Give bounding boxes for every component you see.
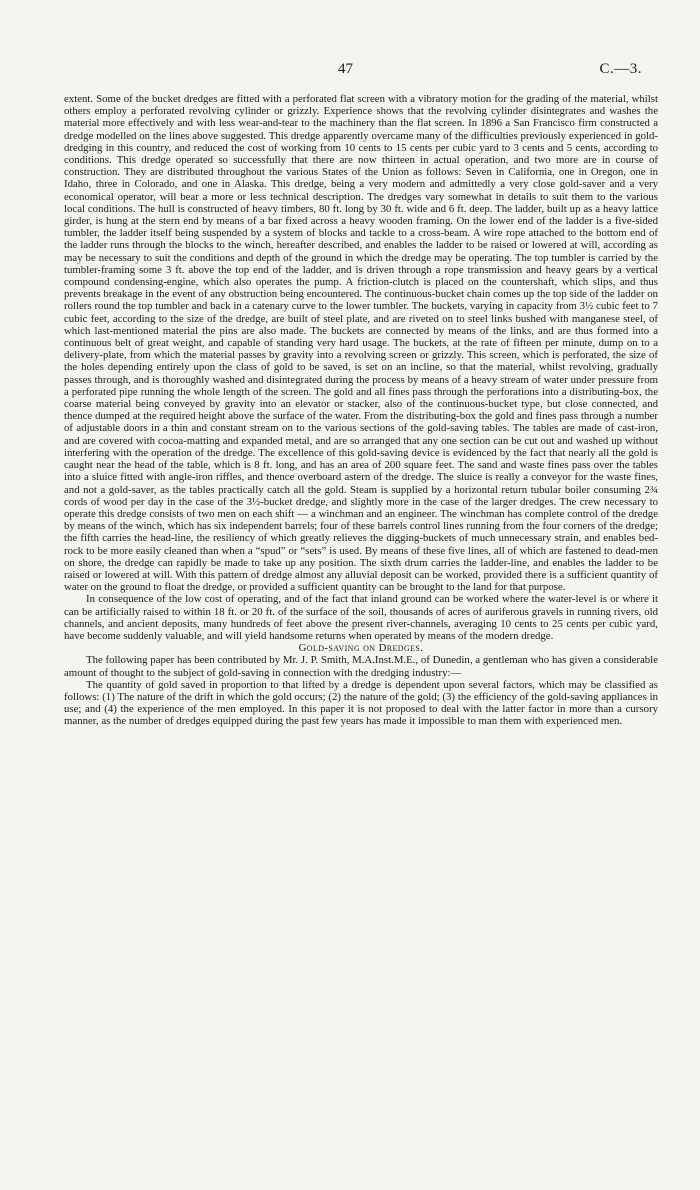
page-number: 47 xyxy=(338,61,353,77)
paragraph-3: The following paper has been contributed by Mr. J. P. Smith, M.A.Inst.M.E., of Dunedin, a gentleman who has given a considerable amount of thought to the subject of gold-saving in connection with the dredging industry:— xyxy=(64,654,658,679)
paragraph-2: In consequence of the low cost of operating, and of the fact that inland ground can be worked where the water-level is or where it can be artificially raised to within 18 ft. or 20 ft. of the surface of the soil, thousands of acres of auriferous gravels in running rivers, old channels, and ancient deposits, many hundreds of feet above the present river-channels, averaging 10 cents to 25 cents per cubic yard, have become suddenly valuable, and will yield handsome returns when operated by means of the modern dredge. xyxy=(64,593,658,642)
paragraph-4: The quantity of gold saved in proportion to that lifted by a dredge is dependent upon several factors, which may be classified as follows: (1) The nature of the drift in which the gold occurs; (2) the nature of the gold; (3) the efficiency of the gold-saving appliances in use; and (4) the experience of the men employed. In this paper it is not proposed to deal with the latter factor in more than a cursory manner, as the number of dredges equipped during the past few years has made it impossible to man them with experienced men. xyxy=(64,678,658,728)
section-heading: Gold-saving on Dredges. xyxy=(298,642,424,655)
document-reference: C.—3. xyxy=(599,61,642,77)
paragraph-1: extent. Some of the bucket dredges are fitted with a perforated flat screen with a vibratory motion for the grading of the material, whilst others employ a perforated revolving cylinder or grizzly. Experience shows that the revolving cylinder disintegrates and washes the material more effectively and with less wear-and-tear to the machinery than the flat screen. In 1896 a San Francisco firm constructed a dredge modelled on the lines above suggested. This dredge apparently overcame many of the difficulties previously experienced in gold-dredging in this country, and reduced the cost of working from 10 cents to 15 cents per cubic yard to 3 cents and 5 cents, according to conditions. This dredge operated so successfully that there are now thirteen in actual operation, and two more are in course of construction. They are distributed throughout the various States of the Union as follows: Seven in California, one in Oregon, one in Idaho, three in Colorado, and one in Alaska. This dredge, being a very modern and admittedly a very close gold-saver and a very economical operator, will bear a more or less technical description. The dredges vary somewhat in details to suit them to the various local conditions. The hull is constructed of heavy timbers, 80 ft. long by 30 ft. wide and 6 ft. deep. The ladder, built up as a heavy lattice girder, is hung at the stern end by means of a bar fixed across a heavy wooden framing. On the lower end of the ladder is a five-sided tumbler, the ladder itself being suspended by a system of blocks and tackle to a cross-beam. A wire rope attached to the bottom end of the ladder runs through the blocks to the winch, hereafter described, and enables the ladder to be raised or lowered at will, according as may be necessary to suit the conditions and depth of the ground in which the dredge may be operating. The top tumbler is carried by the tumbler-framing some 3 ft. above the top end of the ladder, and is driven through a rope transmission and heavy gears by a vertical compound condensing-engine, which also operates the pump. A friction-clutch is placed on the countershaft, which slips, and thus prevents breakage in the event of any obstruction being encountered. The continuous-bucket chain comes up the top side of the ladder on rollers round the top tumbler and back in a catenary curve to the lower tumbler. The buckets, varying in capacity from 3½ cubic feet to 7 cubic feet, according to the size of the dredge, are built of steel plate, and are riveted on to steel links bushed with manganese steel, of which last-mentioned material the pins are also made. The buckets are connected by means of the links, and are thus formed into a continuous belt of great weight, and capable of standing very hard usage. The buckets, at the rate of fifteen per minute, dump on to a delivery-plate, from which the material passes by gravity into a revolving screen or grizzly. This screen, which is perforated, the size of the holes depending entirely upon the class of gold to be saved, is set on an incline, so that the material, whilst revolving, gradually passes through, and is thoroughly washed and disintegrated during the process by means of a heavy stream of water under pressure from a perforated pipe running the whole length of the screen. The gold and all fines pass through the perforations into a distributing-box, the coarse material being conveyed by gravity into an elevator or stacker, also of the continuous-bucket type, but close connected, and thence dumped at the required height above the surface of the water. From the distributing-box the gold and fines pass through a number of adjustable doors in a thin and constant stream on to the various sections of the gold-saving tables. The tables are made of cast-iron, and are covered with cocoa-matting and expanded metal, and are so arranged that any one section can be cut out and washed up without interfering with the operation of the dredge. The excellence of this gold-saving device is evidenced by the fact that nearly all the gold is caught near the head of the table, which is 8 ft. long, and has an area of 200 square feet. The sand and waste fines pass over the tables into a sluice fitted with angle-iron riffles, and thence overboard astern of the dredge. The sluice is really a conveyor for the waste fines, and not a gold-saver, as the tables practically catch all the gold. Steam is supplied by a horizontal return tubular boiler consuming 2¾ cords of wood per day in the case of the 3½-bucket dredge, and slightly more in the case of the larger dredges. The crew necessary to operate this dredge consists of two men on each shift — a winchman and an engineer. The winchman has complete control of the dredge by means of the winch, which has six independent barrels; four of these barrels control lines running from the four corners of the dredge; the fifth carries the head-line, the resiliency of which greatly relieves the digging-buckets of much unnecessary strain, and enables bed-rock to be more easily cleaned than when a “spud” or “sets” is used. By means of these five lines, all of which are fastened to dead-men on shore, the dredge can rapidly be made to take up any position. The sixth drum carries the ladder-line, and enables the ladder to be raised or lowered at will. With this pattern of dredge almost any alluvial deposit can be worked, provided there is a sufficient quantity of water on the ground to float the dredge, or provided a sufficient quantity can be brought to the land for that purpose. xyxy=(64,93,658,594)
body-text xyxy=(64,93,658,728)
